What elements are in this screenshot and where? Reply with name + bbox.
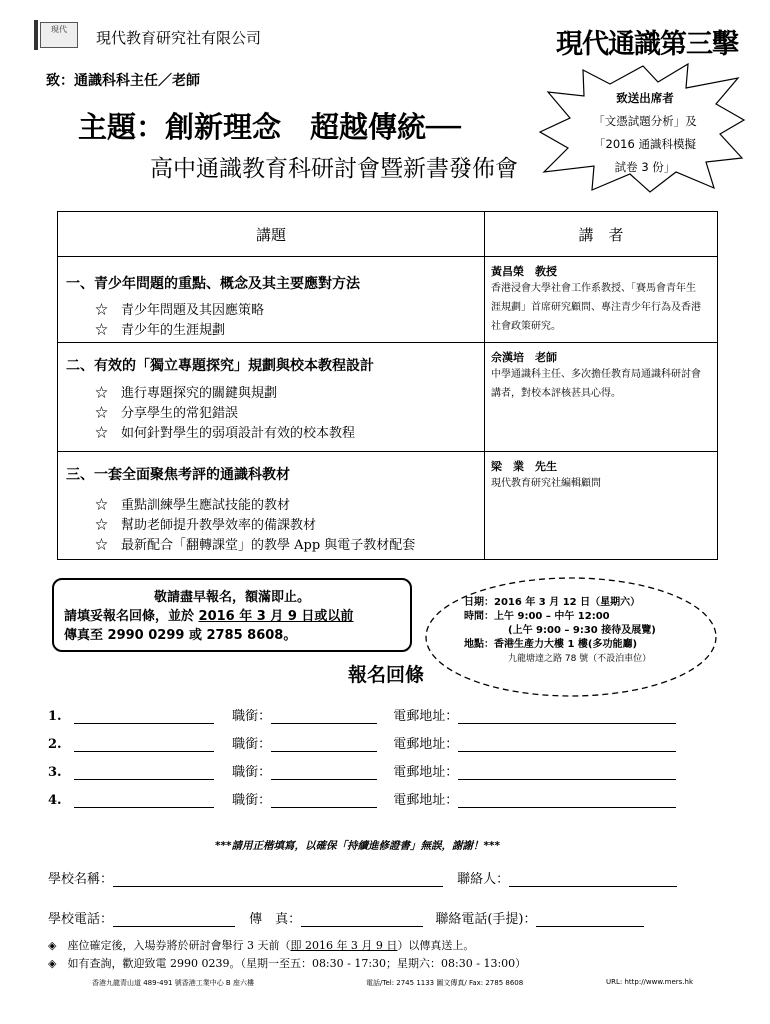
- school-name-label: 學校名稱：: [48, 872, 114, 887]
- name-field[interactable]: [74, 709, 214, 724]
- speaker-cell: [485, 452, 718, 560]
- fax-label: 傳 真：: [249, 912, 302, 927]
- name-field[interactable]: [74, 765, 214, 780]
- bullet-text: ◈ 座位確定後，入場券將於研討會舉行 3 天前（: [48, 939, 291, 952]
- attendee-row: [48, 733, 676, 752]
- school-phone-row: [48, 908, 644, 927]
- school-phone-field[interactable]: [113, 912, 235, 927]
- company-name: 現代教育研究社有限公司: [96, 29, 262, 47]
- attendee-row: [48, 761, 676, 780]
- speaker-header: 講 者: [485, 212, 718, 257]
- mobile-label: 聯絡電話(手提)：: [435, 912, 537, 927]
- bullet-ticket: [48, 937, 474, 953]
- email-label: 電郵地址：: [393, 793, 459, 808]
- logo-bar: [34, 20, 38, 50]
- notice-text: 請填妥報名回條，並於: [64, 609, 199, 624]
- logo-text: 現代: [51, 25, 67, 34]
- email-field[interactable]: [458, 737, 676, 752]
- position-field[interactable]: [271, 765, 377, 780]
- email-field[interactable]: [458, 793, 676, 808]
- registration-notice: [52, 578, 412, 652]
- topic-title: 二、有效的「獨立專題探究」規劃與校本教程設計: [66, 358, 374, 374]
- topic-title: 三、一套全面聚焦考評的通識科教材: [66, 467, 290, 483]
- topic-item: ☆ 進行專題探究的關鍵與規劃: [95, 386, 278, 401]
- speaker-cell: [485, 257, 718, 343]
- row-number: 4.: [48, 793, 62, 808]
- series-title: 現代通識第三擊: [556, 29, 738, 60]
- position-label: 職銜：: [232, 793, 272, 808]
- event-time: 時間：上午 9:00 – 中午 12:00: [464, 611, 610, 622]
- deadline-text: 2016 年 3 月 9 日或以前: [198, 609, 354, 624]
- contact-field[interactable]: [509, 872, 677, 887]
- position-field[interactable]: [271, 709, 377, 724]
- topic-cell: [58, 452, 485, 560]
- topic-cell: [58, 257, 485, 343]
- topic-item: ☆ 幫助老師提升教學效率的備課教材: [95, 518, 317, 533]
- attendee-row: [48, 789, 676, 808]
- topic-header: 講題: [58, 212, 485, 257]
- gift-line: 試卷 3 份」: [614, 160, 676, 174]
- speaker-bio: 現代教育研究社編輯顧問: [491, 478, 601, 489]
- notice-line: 傳真至 2990 0299 或 2785 8608。: [64, 628, 297, 643]
- contact-label: 聯絡人：: [457, 872, 510, 887]
- speaker-bio: 香港浸會大學社會工作系教授、「賽馬會青年生涯規劃」首席研究顧問、專注青少年行為及香港社會政策研究。: [491, 283, 701, 332]
- email-field[interactable]: [458, 765, 676, 780]
- speaker-name: 佘漢培 老師: [491, 351, 557, 364]
- gift-line: 「2016 通識科模擬: [594, 137, 696, 151]
- school-phone-label: 學校電話：: [48, 912, 114, 927]
- notice-line: [64, 605, 410, 624]
- notice-line: 敬請盡早報名，額滿即止。: [153, 590, 310, 605]
- row-number: 1.: [48, 709, 62, 724]
- company-logo: [40, 22, 78, 48]
- position-label: 職銜：: [232, 737, 272, 752]
- mobile-field[interactable]: [536, 912, 644, 927]
- topic-item: ☆ 如何針對學生的弱項設計有效的校本教程: [95, 426, 356, 441]
- event-venue: 地點：香港生產力大樓 1 樓(多功能廳): [464, 639, 638, 650]
- email-label: 電郵地址：: [393, 765, 459, 780]
- speaker-cell: [485, 343, 718, 452]
- event-details: [464, 596, 656, 666]
- school-name-field[interactable]: [113, 872, 443, 887]
- speaker-name: 梁 業 先生: [491, 460, 557, 473]
- speaker-bio: 中學通識科主任、多次擔任教育局通識科研討會講者，對校本評核甚具心得。: [491, 369, 701, 399]
- program-table: [57, 211, 718, 560]
- addressee: 致：通識科科主任／老師: [46, 73, 200, 89]
- bullet-deadline: 即 2016 年 3 月 9 日: [290, 939, 398, 952]
- topic-cell: [58, 343, 485, 452]
- bullet-text: ）以傳真送上。: [397, 939, 475, 952]
- main-title: 主題：創新理念 超越傳統──: [78, 110, 461, 144]
- form-title: 報名回條: [348, 664, 425, 686]
- position-field[interactable]: [271, 737, 377, 752]
- topic-title: 一、青少年問題的重點、概念及其主要應對方法: [66, 276, 360, 292]
- position-label: 職銜：: [232, 709, 272, 724]
- footer-address: 香港九龍青山道 489-491 號香港工業中心 B 座六樓: [92, 979, 254, 987]
- footer-url: URL: http://www.mers.hk: [606, 978, 694, 986]
- event-address: 九龍塘達之路 78 號（不設泊車位）: [508, 654, 652, 664]
- position-field[interactable]: [271, 793, 377, 808]
- email-label: 電郵地址：: [393, 737, 459, 752]
- topic-item: ☆ 分享學生的常犯錯誤: [95, 406, 239, 421]
- position-label: 職銜：: [232, 765, 272, 780]
- row-number: 3.: [48, 765, 62, 780]
- topic-item: ☆ 最新配合「翻轉課堂」的教學 App 與電子教材配套: [95, 538, 416, 553]
- bullet-enquiry: ◈ 如有查詢，歡迎致電 2990 0239。（星期一至五：08:30 - 17:30；星期六：08:30 - 13:00）: [48, 957, 527, 970]
- topic-item: ☆ 重點訓練學生應試技能的教材: [95, 498, 291, 513]
- email-field[interactable]: [458, 709, 676, 724]
- fax-field[interactable]: [301, 912, 423, 927]
- name-field[interactable]: [74, 737, 214, 752]
- sub-title: 高中通識教育科研討會暨新書發佈會: [150, 156, 518, 182]
- gift-line: 「文憑試題分析」及: [593, 114, 697, 128]
- speaker-name: 黃昌榮 教授: [491, 265, 557, 278]
- event-date: 日期：2016 年 3 月 12 日（星期六）: [464, 597, 641, 608]
- row-number: 2.: [48, 737, 62, 752]
- topic-item: ☆ 青少年的生涯規劃: [95, 323, 226, 338]
- name-field[interactable]: [74, 793, 214, 808]
- gift-line: 致送出席者: [616, 91, 674, 105]
- school-row: [48, 868, 677, 887]
- topic-item: ☆ 青少年問題及其因應策略: [95, 303, 265, 318]
- footer-phone: 電話/Tel: 2745 1133 圖文傳真/ Fax: 2785 8608: [366, 979, 524, 987]
- email-label: 電郵地址：: [393, 709, 459, 724]
- gift-text: [560, 87, 730, 179]
- form-note: ***請用正楷填寫，以確保「持續進修證書」無誤，謝謝！***: [215, 840, 500, 852]
- attendee-row: [48, 705, 676, 724]
- event-time-note: (上午 9:00 – 9:30 接待及展覽): [508, 625, 656, 636]
